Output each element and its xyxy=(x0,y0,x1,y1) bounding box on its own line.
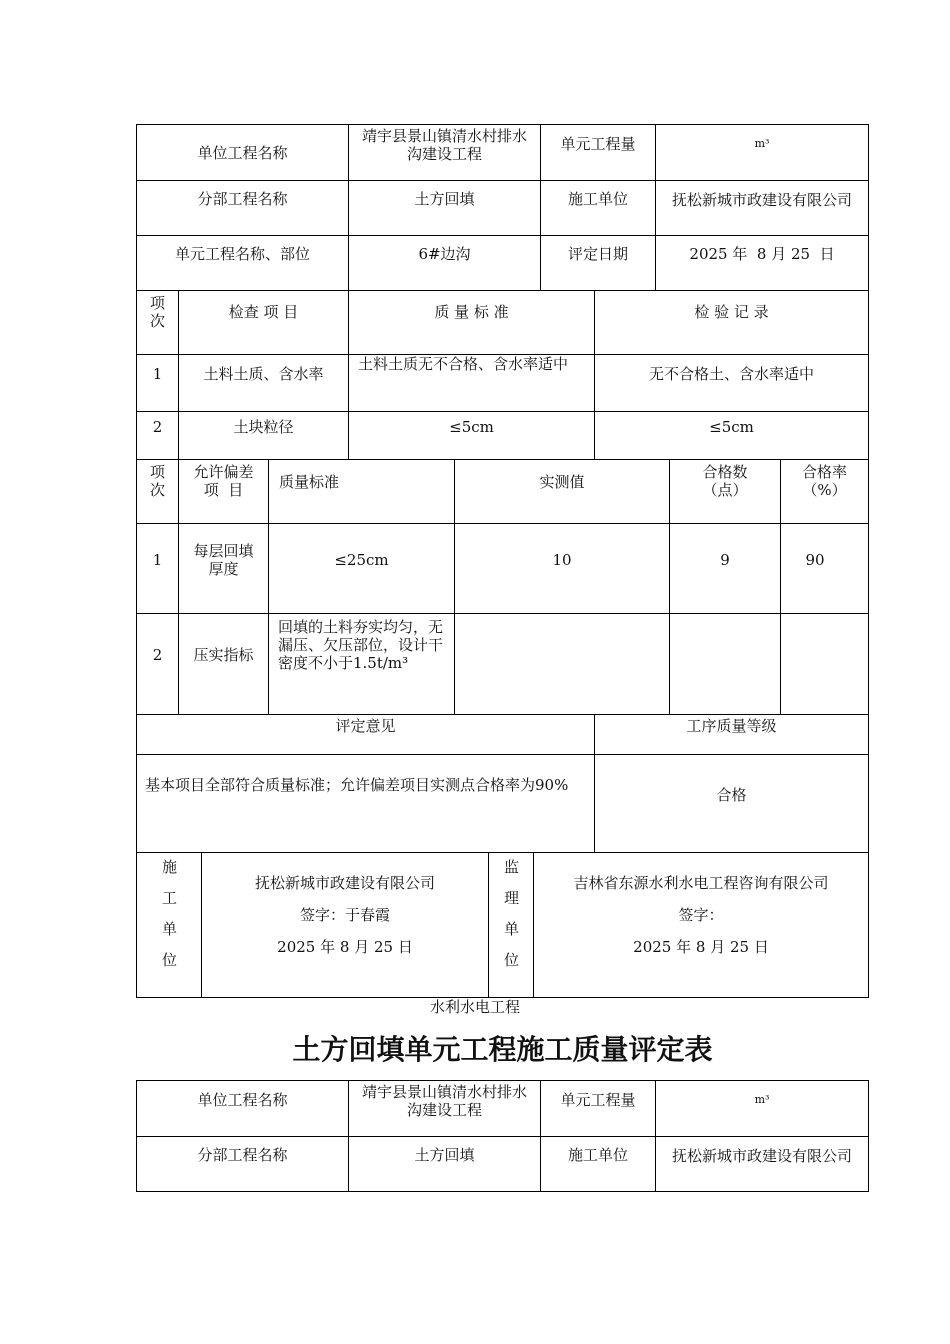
sub-project-label: 分部工程名称 xyxy=(197,189,288,208)
sub-project-value: 土方回填 xyxy=(414,189,475,208)
sign-construction-signer: 签字：于春霞 xyxy=(299,906,390,924)
allow-row-2-standard: 回填的土料夯实均匀，无漏压、欠压部位，设计干密度不小于1.5t/m³ xyxy=(278,618,444,672)
grade-label: 工序质量等级 xyxy=(686,717,777,735)
allow-row-2-measured xyxy=(455,614,669,696)
allow-header-rate: 合格率（%） xyxy=(801,463,847,499)
allow-row-1-measured: 10 xyxy=(552,551,572,569)
opinion-label: 评定意见 xyxy=(335,717,396,735)
basic-row-1-no: 1 xyxy=(152,365,163,383)
caption: 水利水电工程 xyxy=(429,998,520,1016)
t2-unit-project-value: 靖宇县景山镇清水村排水沟建设工程 xyxy=(361,1083,527,1119)
basic-header-record: 检 验 记 录 xyxy=(694,303,769,321)
allow-row-2-passed xyxy=(670,614,780,696)
allow-header-measured: 实测值 xyxy=(539,473,585,491)
t2-unit-qty-value: m³ xyxy=(754,1093,770,1106)
unit-qty-label: 单元工程量 xyxy=(560,135,636,153)
t2-sub-project-value: 土方回填 xyxy=(414,1145,475,1164)
sign-supervision-date: 2025 年 8 月 25 日 xyxy=(633,938,769,956)
allow-row-1-passed: 9 xyxy=(720,551,730,569)
unit-project-value: 靖宇县景山镇清水村排水沟建设工程 xyxy=(361,127,527,163)
basic-row-1-record: 无不合格土、含水率适中 xyxy=(648,365,814,383)
eval-date-value: 2025 年 8 月 25 日 xyxy=(689,245,835,263)
allow-row-1-no: 1 xyxy=(152,551,163,569)
t2-sub-project-label: 分部工程名称 xyxy=(197,1145,288,1164)
basic-header-standard: 质 量 标 准 xyxy=(434,303,509,321)
basic-row-2-no: 2 xyxy=(152,417,163,436)
allow-row-1-standard: ≤25cm xyxy=(334,551,389,569)
allow-header-no: 项次 xyxy=(149,463,165,499)
allow-row-1-rate: 90 xyxy=(805,551,825,569)
allow-row-1-item: 每层回填厚度 xyxy=(193,542,254,578)
t2-construction-unit-value: 抚松新城市政建设有限公司 xyxy=(671,1146,852,1165)
sign-construction-company: 抚松新城市政建设有限公司 xyxy=(254,874,435,892)
element-label: 单元工程名称、部位 xyxy=(174,245,310,263)
element-value: 6#边沟 xyxy=(418,245,471,263)
basic-row-2-standard: ≤5cm xyxy=(449,417,494,436)
unit-qty-value: m³ xyxy=(754,137,770,150)
basic-row-2-item: 土块粒径 xyxy=(233,417,294,436)
grade-value: 合格 xyxy=(716,786,747,804)
unit-project-label: 单位工程名称 xyxy=(197,143,288,162)
t2-unit-qty-label: 单元工程量 xyxy=(560,1091,636,1109)
sign-construction-date: 2025 年 8 月 25 日 xyxy=(277,938,413,956)
t2-construction-unit-label: 施工单位 xyxy=(567,1145,628,1164)
sign-construction-side: 施工单位 xyxy=(160,858,178,983)
allow-header-passed: 合格数（点） xyxy=(702,463,748,499)
sign-supervision-company: 吉林省东源水利水电工程咨询有限公司 xyxy=(573,874,829,892)
allow-row-2-no: 2 xyxy=(152,646,163,664)
opinion-text: 基本项目全部符合质量标准；允许偏差项目实测点合格率为90% xyxy=(145,776,569,794)
allow-row-2-rate xyxy=(781,614,868,696)
basic-header-item: 检查 项 目 xyxy=(228,303,299,321)
allow-header-item: 允许偏差项 目 xyxy=(193,463,254,499)
allow-row-2-item: 压实指标 xyxy=(193,646,254,664)
construction-unit-label: 施工单位 xyxy=(567,189,628,208)
basic-header-no: 项次 xyxy=(149,294,165,330)
doc-title: 土方回填单元工程施工质量评定表 xyxy=(292,1033,713,1066)
eval-date-label: 评定日期 xyxy=(567,245,628,263)
allow-header-standard: 质量标准 xyxy=(279,473,340,491)
sign-supervision-side: 监理单位 xyxy=(502,858,520,983)
t2-unit-project-label: 单位工程名称 xyxy=(197,1091,288,1109)
construction-unit-value: 抚松新城市政建设有限公司 xyxy=(671,190,852,209)
basic-row-1-standard: 土料土质无不合格、含水率适中 xyxy=(358,355,569,373)
sign-supervision-signer: 签字： xyxy=(678,906,724,924)
basic-row-1-item: 土料土质、含水率 xyxy=(203,365,324,383)
basic-row-2-record: ≤5cm xyxy=(709,417,754,436)
